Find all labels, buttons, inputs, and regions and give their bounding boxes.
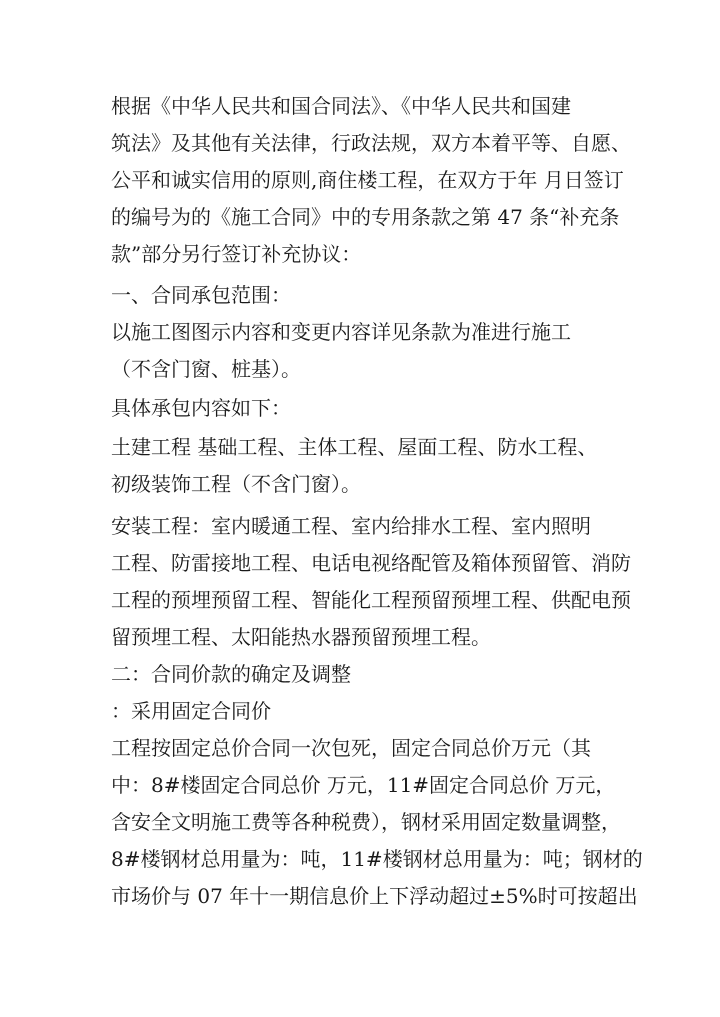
text-line: （不含门窗、桩基）。 xyxy=(111,357,301,381)
text-line: 工程按固定总价合同一次包死，固定合同总价万元（其 xyxy=(111,736,591,760)
section-heading: 二：合同价款的确定及调整 xyxy=(111,662,351,686)
text-line: 款”部分另行签订补充协议： xyxy=(111,242,362,266)
text-line: 根据《中华人民共和国合同法》、《中华人民共和国建 xyxy=(111,94,571,118)
text-line: 以施工图图示内容和变更内容详见条款为准进行施工 xyxy=(111,320,571,344)
text-line: 土建工程 基础工程、主体工程、屋面工程、防水工程、 xyxy=(111,435,598,459)
text-line: 具体承包内容如下： xyxy=(111,396,291,420)
text-line: 中：8#楼固定合同总价 万元，11#固定合同总价 万元， xyxy=(111,773,616,797)
text-line: ：采用固定合同价 xyxy=(111,699,271,723)
text-line: 留预埋工程、太阳能热水器预留预埋工程。 xyxy=(111,625,491,649)
text-line: 工程的预埋预留工程、智能化工程预留预埋工程、供配电预 xyxy=(111,588,631,612)
text-line: 初级装饰工程（不含门窗）。 xyxy=(111,472,361,496)
text-line: 市场价与 07 年十一期信息价上下浮动超过±5%时可按超出 xyxy=(111,884,638,908)
section-heading: 一、合同承包范围： xyxy=(111,283,291,307)
text-line: 安装工程：室内暖通工程、室内给排水工程、室内照明 xyxy=(111,514,591,538)
text-line: 含安全文明施工费等各种税费），钢材采用固定数量调整， xyxy=(111,810,621,834)
text-line: 公平和诚实信用的原则,商住楼工程，在双方于年 月日签订 xyxy=(111,168,624,192)
text-line: 8#楼钢材总用量为：吨，11#楼钢材总用量为：吨；钢材的 xyxy=(111,847,643,871)
text-line: 工程、防雷接地工程、电话电视络配管及箱体预留管、消防 xyxy=(111,551,631,575)
text-line: 的编号为的《施工合同》中的专用条款之第 47 条“补充条 xyxy=(111,205,620,229)
text-line: 筑法》及其他有关法律，行政法规，双方本着平等、自愿、 xyxy=(111,131,631,155)
